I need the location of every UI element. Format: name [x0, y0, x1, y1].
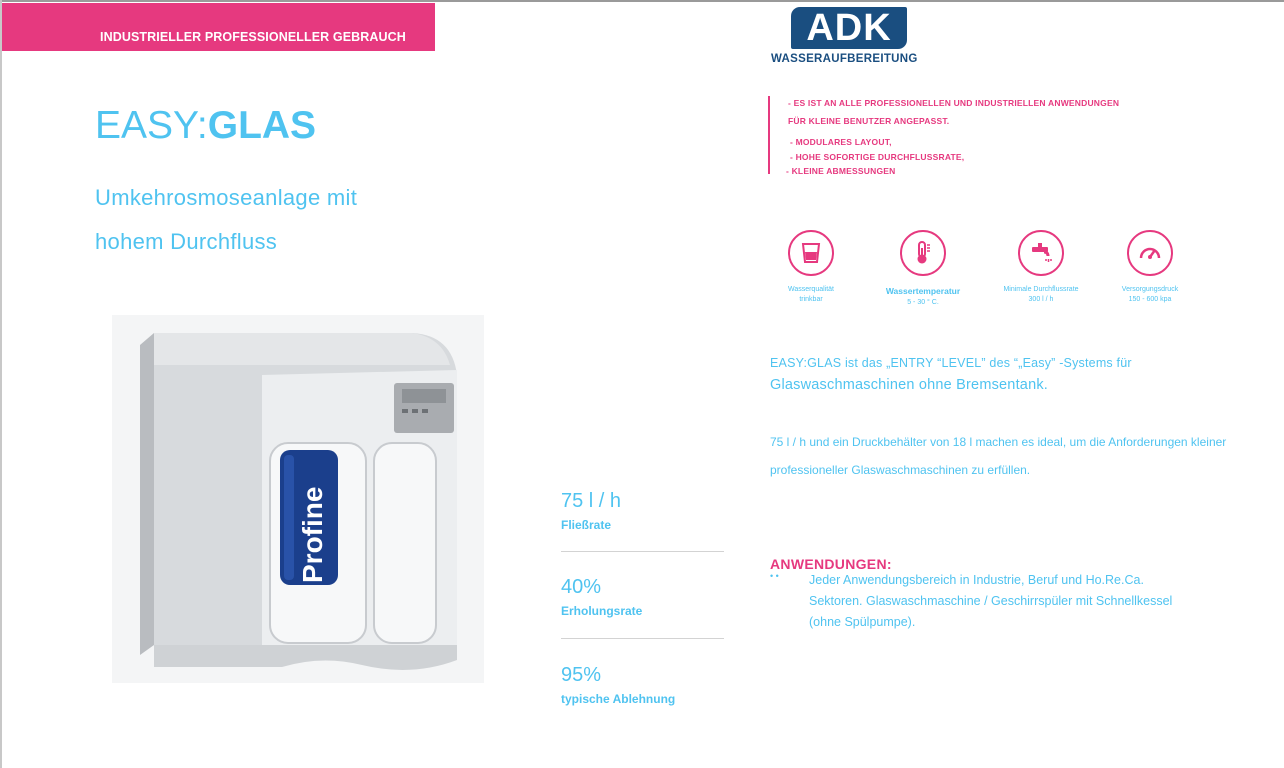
- stat-divider: [561, 551, 724, 552]
- title-suffix: GLAS: [207, 104, 317, 147]
- gauge-icon: [1127, 230, 1173, 276]
- subtitle-line-1: Umkehrosmoseanlage mit: [95, 185, 358, 210]
- feature-line: - MODULARES LAYOUT,: [790, 137, 892, 147]
- description-paragraph-2: 75 l / h und ein Druckbehälter von 18 l machen es ideal, um die Anforderungen kleiner professioneller Glaswaschmaschinen zu erfüllen.: [770, 435, 1227, 477]
- spec-label: Versorgungsdruck: [1121, 286, 1179, 293]
- applications-text: Jeder Anwendungsbereich in Industrie, Beruf und Ho.Re.Ca. Sektoren. Glaswaschmaschine / Geschirrspüler mit Schnellkessel (ohne Spülpumpe).: [809, 573, 1173, 629]
- spec-value: trinkbar: [799, 296, 823, 303]
- applications-bullet: • •: [770, 571, 779, 581]
- stat-value: 40%: [561, 576, 602, 598]
- stat-recovery-rate: [561, 576, 724, 618]
- spec-value: 300 l / h: [1028, 296, 1054, 303]
- spec-label: Wasserqualität: [787, 286, 835, 293]
- feature-line: - KLEINE ABMESSUNGEN: [786, 166, 896, 176]
- spec-min-flow-rate: [986, 230, 1096, 303]
- page-border-top: [0, 0, 1284, 2]
- spec-water-temperature: [868, 230, 978, 306]
- stat-divider: [561, 638, 724, 639]
- stat-value: 95%: [561, 664, 602, 686]
- faucet-icon: [1018, 230, 1064, 276]
- page-border-left: [0, 0, 2, 768]
- banner-text: INDUSTRIELLER PROFESSIONELLER GEBRAUCH: [100, 30, 406, 44]
- stat-flow-rate: [561, 490, 724, 532]
- description-line-1: EASY:GLAS ist das „ENTRY “LEVEL” des “„Easy” -Systems für: [770, 356, 1132, 370]
- subtitle-line-2: hohem Durchfluss: [95, 229, 278, 254]
- description-paragraph-1: [770, 352, 1196, 396]
- applications-title: ANWENDUNGEN:: [770, 556, 892, 572]
- spec-value: 150 - 600 kpa: [1128, 296, 1172, 303]
- feature-line: FÜR KLEINE BENUTZER ANGEPASST.: [788, 116, 950, 126]
- stat-rejection: [561, 664, 724, 706]
- adk-logo: ADK: [791, 7, 907, 49]
- category-banner: [2, 3, 435, 51]
- glass-icon: [788, 230, 834, 276]
- stat-label: typische Ablehnung: [561, 692, 676, 706]
- product-subtitle: [95, 176, 357, 264]
- logo-subtitle: WASSERAUFBEREITUNG: [771, 53, 918, 65]
- spec-supply-pressure: [1095, 230, 1205, 303]
- filter-brand-text: Profine: [297, 486, 328, 583]
- product-image: [112, 315, 484, 683]
- thermometer-icon: [900, 230, 946, 276]
- spec-water-quality: [756, 230, 866, 303]
- feature-line: - ES IST AN ALLE PROFESSIONELLEN UND INDUSTRIELLEN ANWENDUNGEN: [788, 98, 1120, 108]
- stat-value: 75 l / h: [561, 490, 622, 512]
- stat-label: Fließrate: [561, 518, 612, 532]
- description-line-2: Glaswaschmaschinen ohne Bremsentank.: [770, 377, 1049, 393]
- title-prefix: EASY:: [95, 104, 208, 147]
- spec-label: Wassertemperatur: [885, 286, 961, 296]
- spec-label: Minimale Durchflussrate: [1003, 286, 1079, 293]
- feature-line: - HOHE SOFORTIGE DURCHFLUSSRATE,: [790, 152, 965, 162]
- stat-label: Erholungsrate: [561, 604, 643, 618]
- product-title: [95, 104, 316, 148]
- feature-list: [768, 96, 1150, 174]
- spec-value: 5 - 30 ° C.: [907, 299, 939, 306]
